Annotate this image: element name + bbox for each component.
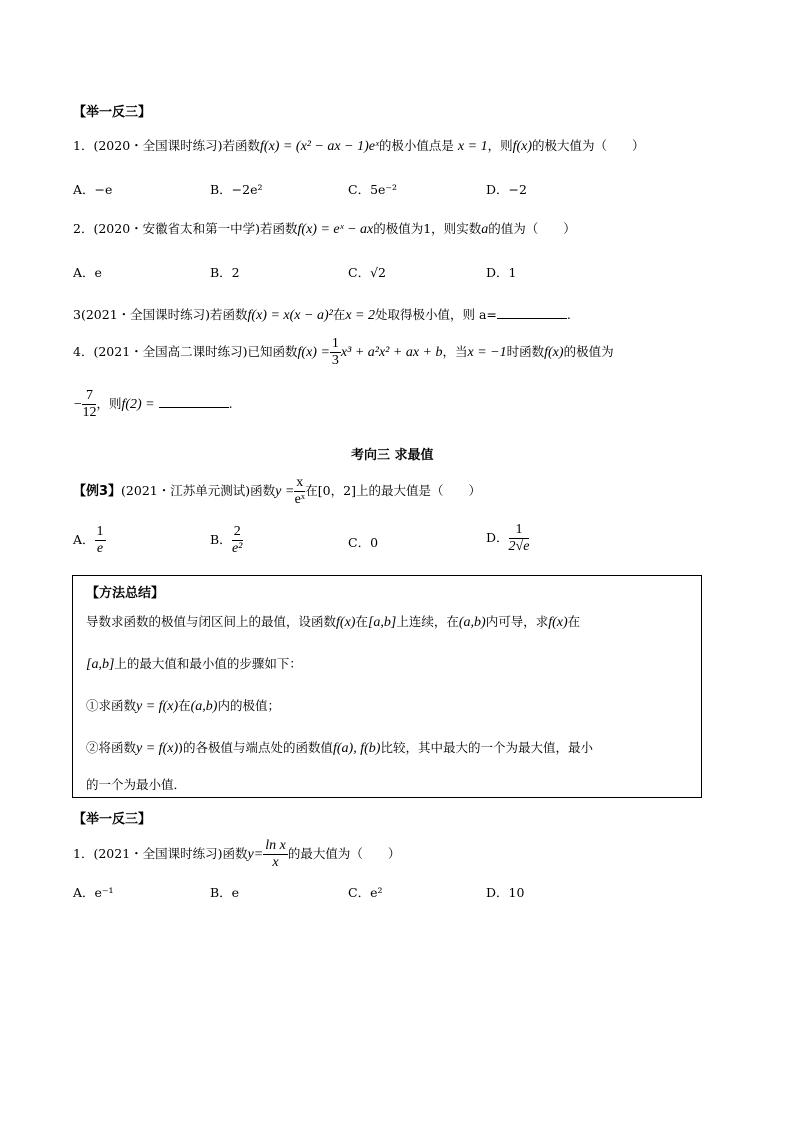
q3-formula: f(x) = x(x − a)² xyxy=(247,308,333,323)
method-heading: 【方法总结】 xyxy=(86,586,165,601)
q1-option-b: B．−2e² xyxy=(210,182,263,197)
example-3 xyxy=(73,475,481,508)
method-line-3: ①求函数y = f(x)在(a,b)内的极值； xyxy=(86,698,280,714)
q5-fraction: $\frac{\text{ln x}}{x}$ xyxy=(265,838,286,870)
question-4 xyxy=(73,336,614,369)
example-label: 【例3】 xyxy=(73,484,122,499)
q3-stem-c: 处取得极小值，则 a= xyxy=(375,307,497,322)
method-line-2: [a,b]上的最大值和最小值的步骤如下： xyxy=(86,656,302,672)
q4-answer-blank[interactable] xyxy=(159,393,229,408)
q1-stem-b: 的极小值点是 xyxy=(378,138,454,153)
q5-option-b: B．e xyxy=(210,885,240,900)
q4-fraction: $\frac{1}{3}$ xyxy=(331,336,339,368)
q5-option-d: D．10 xyxy=(486,885,525,900)
q2-option-a: A．e xyxy=(73,265,102,280)
q4-stem-d: 的极值为 xyxy=(563,344,614,359)
section-heading-1: 【举一反三】 xyxy=(73,105,152,120)
question-5: 1．(2021・全国课时练习)函数y= $\frac{\text{ln x}}{x}$ 的最大值为（ ） xyxy=(73,838,401,870)
q3-stem-b: 在 xyxy=(332,307,346,322)
q4-f2: f(2) = xyxy=(121,397,155,412)
q4-stem-e: ，则 xyxy=(96,396,122,411)
example-fraction: $\frac{x}{\text{eˣ}}$ xyxy=(294,475,305,507)
q1-option-d: D．−2 xyxy=(486,182,527,197)
q3-answer-blank[interactable] xyxy=(497,304,567,319)
q3-cond: x = 2 xyxy=(345,308,375,323)
q2-stem-a: 2．(2020・安徽省太和第一中学)若函数 xyxy=(73,221,298,236)
q4-fx: f(x) xyxy=(544,345,564,360)
q1-cond: x = 1 xyxy=(457,139,488,154)
example-stem: 在[0，2]上的最大值是（ ） xyxy=(305,483,481,498)
q1-fx: f(x) xyxy=(512,139,533,154)
q1-stem-a: 1．(2020・全国课时练习)若函数 xyxy=(73,138,261,153)
q3-stem-a: 3(2021・全国课时练习)若函数 xyxy=(73,307,248,322)
q4-value-fraction: $\frac{7}{12}$ xyxy=(82,388,97,420)
q1-stem-c: ，则 xyxy=(487,138,513,153)
example-option-c: C．0 xyxy=(348,535,379,550)
question-3 xyxy=(73,304,571,325)
question-2 xyxy=(73,220,576,239)
q4-cond: x = −1 xyxy=(467,345,507,360)
question-1 xyxy=(73,137,645,156)
q3-stem-d: . xyxy=(566,307,571,322)
q2-option-b: B．2 xyxy=(210,265,240,280)
q2-stem-b: 的极值为1，则实数 xyxy=(373,221,482,236)
q2-formula: f(x) = eˣ − ax xyxy=(297,222,374,237)
q2-option-c: C．√2 xyxy=(348,265,386,280)
method-line-4: ②将函数y = f(x))的各极值与端点处的函数值f(a), f(b)比较，其中最大的一个为最大值，最小 xyxy=(86,740,593,756)
question-4-cont xyxy=(73,388,233,421)
q4-formula-lhs: f(x) = xyxy=(297,345,330,360)
q4-stem-a: 4．(2021・全国高二课时练习)已知函数 xyxy=(73,344,298,359)
q5-option-c: C．e² xyxy=(348,885,383,900)
q4-formula-rhs: x³ + a²x² + ax + b xyxy=(340,345,443,360)
q2-var: a xyxy=(481,222,489,237)
q1-formula: f(x) = (x² − ax − 1)eˣ xyxy=(260,139,379,154)
example-y: y = xyxy=(275,484,295,499)
q4-stem-c: 时函数 xyxy=(506,344,545,359)
q1-option-c: C．5e⁻² xyxy=(348,182,398,197)
q2-stem-c: 的值为（ ） xyxy=(488,221,576,236)
q4-val-sign: − xyxy=(73,397,83,412)
q4-stem-f: . xyxy=(228,396,233,411)
method-line-1: 导数求函数的极值与闭区间上的最值，设函数f(x)在[a,b]上连续，在(a,b)内可导，求f(x)在 xyxy=(86,614,581,630)
q2-option-d: D．1 xyxy=(486,265,517,280)
example-option-b: B． $\frac{2}{\text{e²}}$ xyxy=(210,524,243,556)
method-summary-box xyxy=(72,575,702,798)
example-option-a: A． $\frac{1}{e}$ xyxy=(73,524,104,556)
q4-stem-b: ，当 xyxy=(442,344,468,359)
example-option-d: D． $\frac{1}{2√e}$ xyxy=(486,522,530,554)
q1-stem-d: 的极大值为（ ） xyxy=(532,138,645,153)
example-src: (2021・江苏单元测试)函数 xyxy=(121,483,276,498)
section-heading-3: 【举一反三】 xyxy=(73,812,152,827)
q5-option-a: A．e⁻¹ xyxy=(73,885,114,900)
q1-option-a: A．−e xyxy=(73,182,113,197)
section-title-2: 考向三 求最值 xyxy=(351,448,434,463)
method-line-5: 的一个为最小值． xyxy=(86,777,187,792)
